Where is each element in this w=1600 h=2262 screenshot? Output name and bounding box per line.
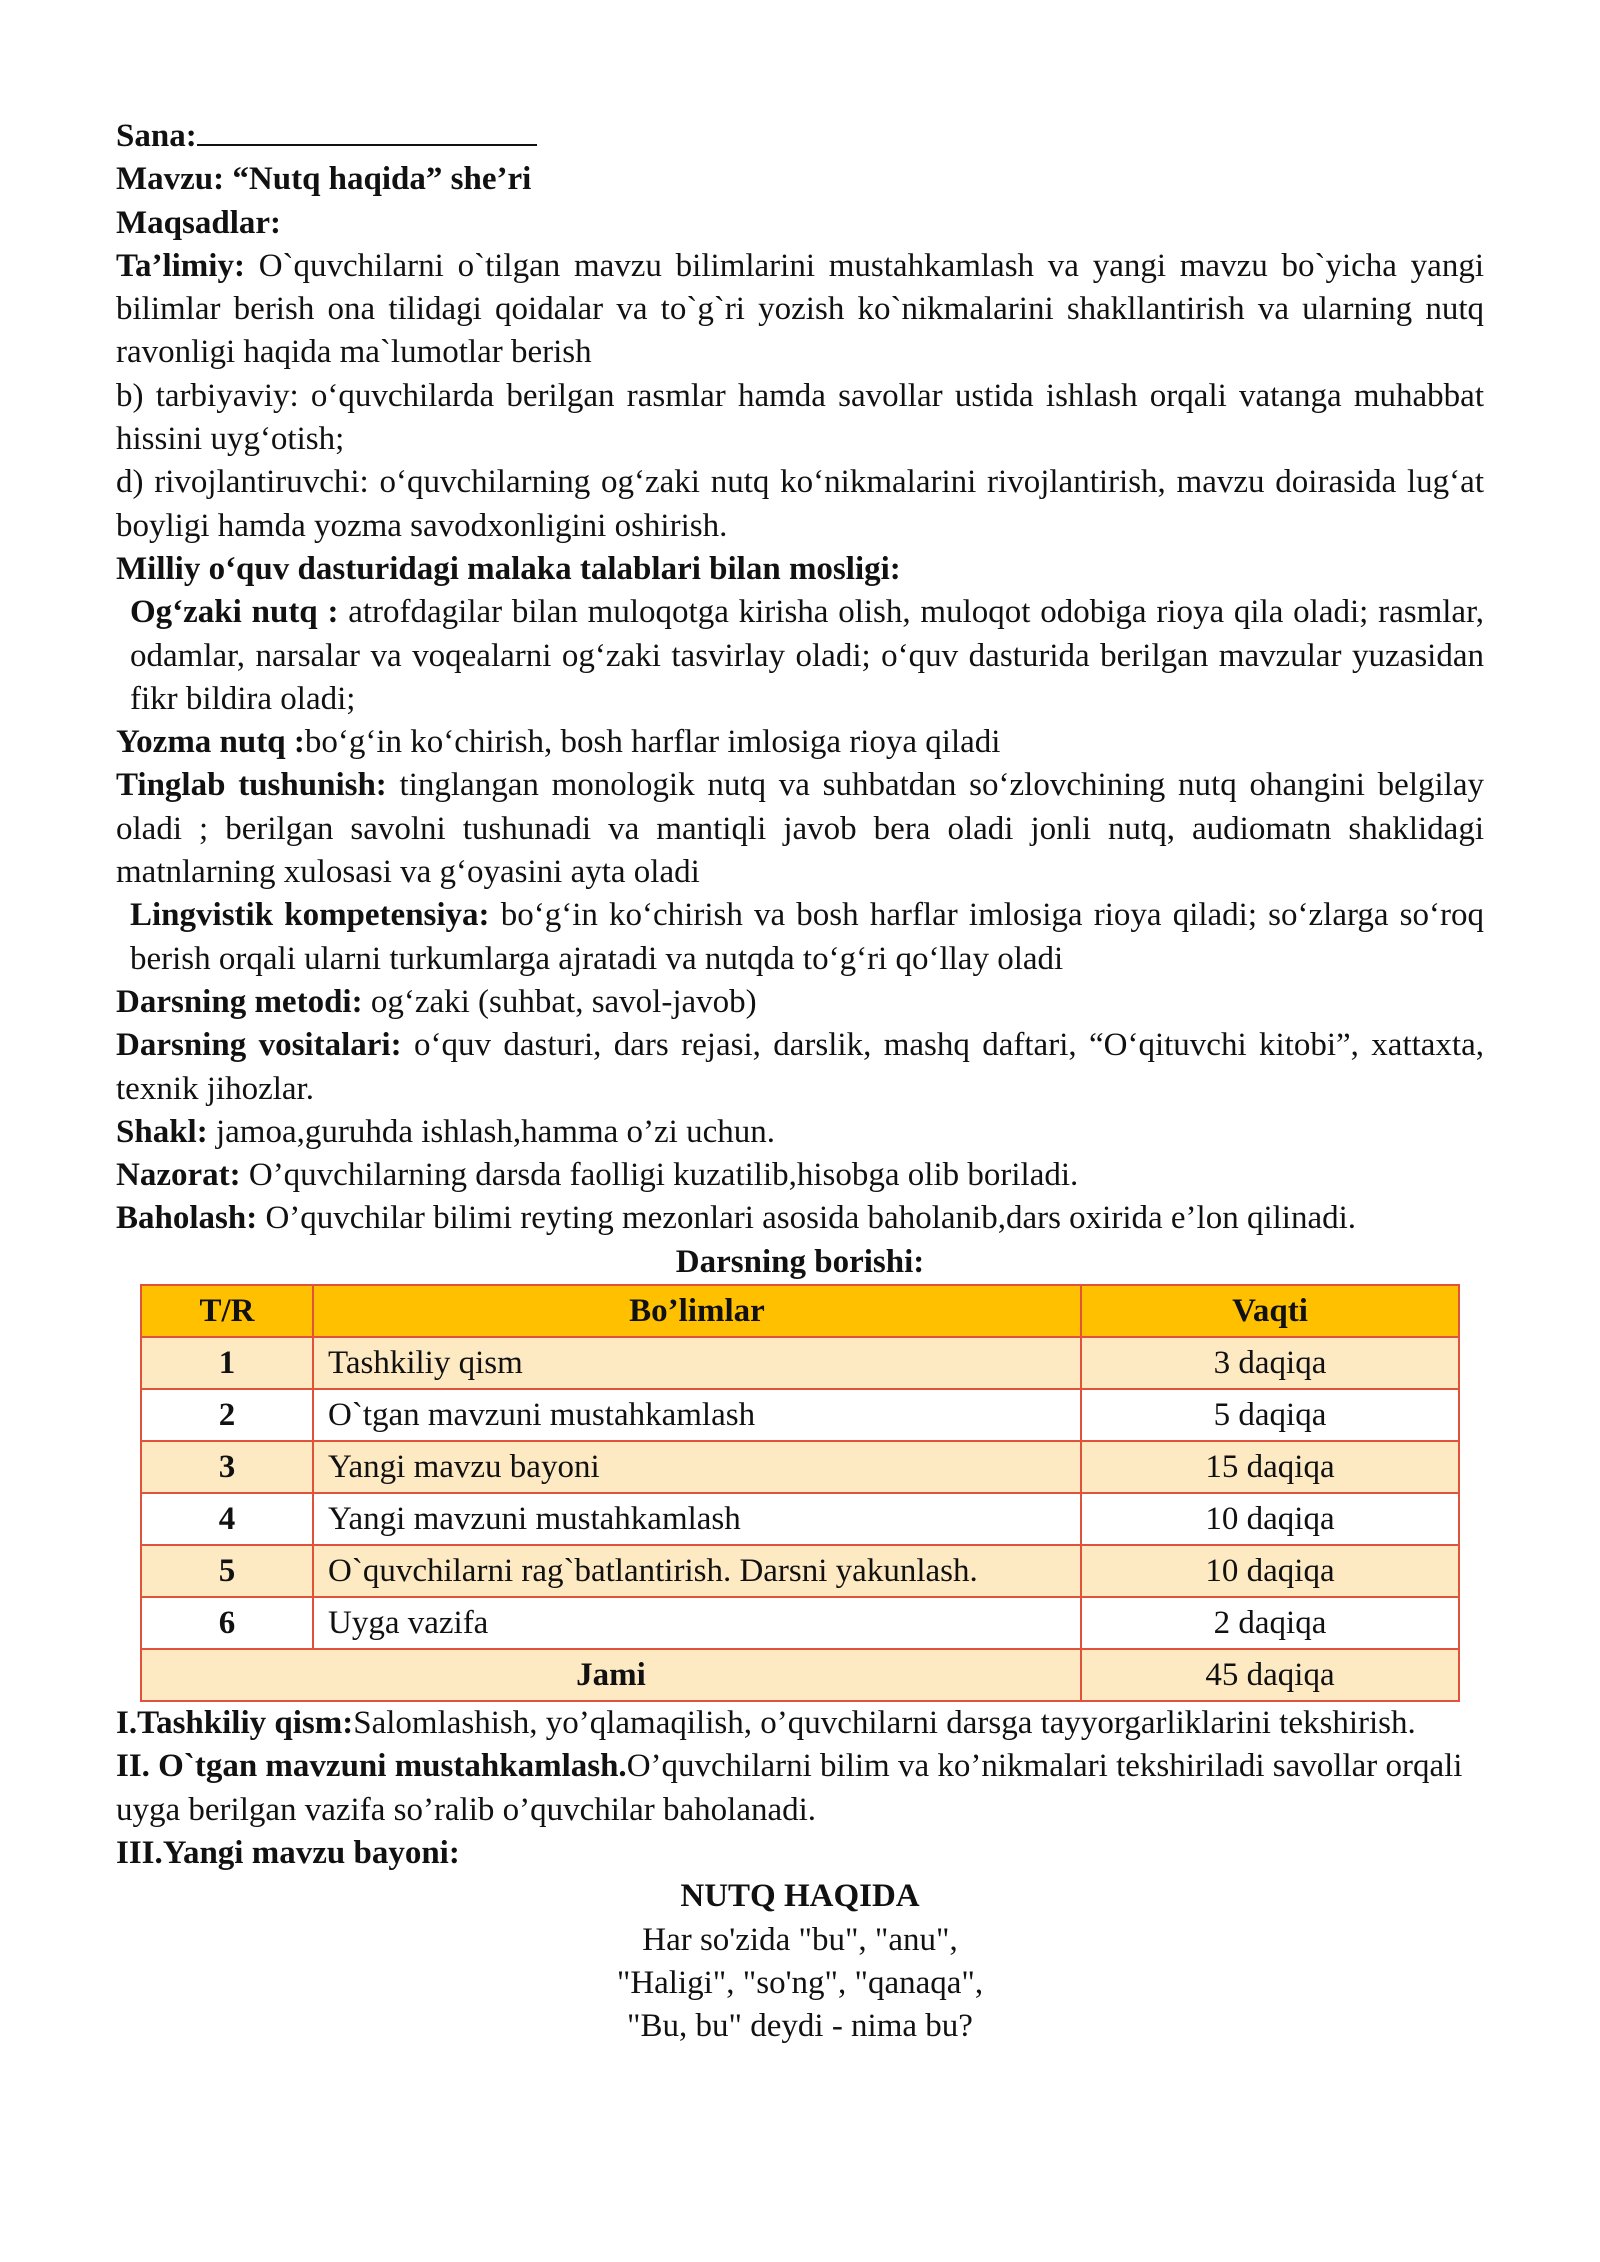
header-section: Bo’limlar [313,1285,1081,1337]
row-section: Yangi mavzuni mustahkamlash [313,1493,1081,1545]
row-number: 6 [141,1597,313,1649]
row-time: 15 daqiqa [1081,1441,1459,1493]
date-blank [197,112,537,146]
topic-label: Mavzu: [116,161,225,198]
standard-listening-text: tinglangan monologik nutq va suhbatdan so‘zlovchining nutq ohangini belgilay oladi ; berilgan savolni tushunadi va mantiqli javob bera oladi jonli nutq, audiomatn shaklidagi matnlarning xulosasi va g‘oyasini ayta oladi [116,767,1484,891]
row-section: O`tgan mavzuni mustahkamlash [313,1389,1081,1441]
row-number: 5 [141,1545,313,1597]
poem-line: Har so'zida "bu", "anu", [642,1921,958,1958]
goal-educational-text: O`quvchilarni o`tilgan mavzu bilimlarini mustahkamlash va yangi mavzu bo`yicha yangi bilimlar berish ona tilidagi qoidalar va to`g`ri yozish ko`nikmalarini shakllantirish va ularning nutq ravonligi haqida ma`lumotlar berish [116,247,1484,371]
stage-organizational-text: Salomlashish, yo’qlamaqilish, o’quvchilarni darsga tayyorgarliklarini tekshirish. [353,1705,1416,1742]
row-number: 2 [141,1389,313,1441]
poem-line: "Bu, bu" deydi - nima bu? [627,2008,973,2045]
table-header-row [141,1285,1459,1337]
lesson-method-label: Darsning metodi: [116,983,363,1020]
table-total-row [141,1649,1459,1701]
goal-educational [116,245,1484,375]
table-row [141,1493,1459,1545]
stage-organizational-label: I.Tashkiliy qism: [116,1705,354,1742]
row-section: Yangi mavzu bayoni [313,1441,1081,1493]
poem-title: NUTQ HAQIDA [680,1878,920,1915]
topic-line [116,158,1484,201]
lesson-assessment [116,1197,1484,1240]
row-number: 1 [141,1337,313,1389]
row-time: 3 daqiqa [1081,1337,1459,1389]
lesson-tools-label: Darsning vositalari: [116,1027,402,1064]
goals-heading: Maqsadlar: [116,204,281,241]
row-time: 10 daqiqa [1081,1493,1459,1545]
table-row [141,1337,1459,1389]
stage-review-text: O’quvchilarni bilim va ko’nikmalari tekshiriladi savollar orqali uyga berilgan vazifa so’ralib o’quvchilar baholanadi. [116,1748,1463,1828]
row-number: 4 [141,1493,313,1545]
lesson-schedule-table [140,1284,1460,1702]
date-line [116,112,1484,158]
row-section: Tashkiliy qism [313,1337,1081,1389]
stage-organizational [116,1702,1484,1745]
goal-developmental: d) rivojlantiruvchi: o‘quvchilarning og‘zaki nutq ko‘nikmalarini rivojlantirish, mavzu doirasida lug‘at boyligi hamda yozma savodxonligini oshirish. [116,464,1484,544]
row-time: 5 daqiqa [1081,1389,1459,1441]
standard-written [116,721,1484,764]
standard-written-text: bo‘g‘in ko‘chirish, bosh harflar imlosiga rioya qiladi [304,724,1001,761]
goal-upbringing: b) tarbiyaviy: o‘quvchilarda berilgan rasmlar hamda savollar ustida ishlash orqali vatanga muhabbat hissini uyg‘otish; [116,377,1484,458]
lesson-control [116,1154,1484,1197]
goal-educational-label: Ta’limiy: [116,247,245,284]
table-caption: Darsning borishi: [675,1243,925,1280]
lesson-form [116,1111,1484,1154]
lesson-tools-text: o‘quv dasturi, dars rejasi, darslik, mashq daftari, “O‘qituvchi kitobi”, xattaxta, texnik jihozlar. [116,1027,1485,1107]
table-row [141,1545,1459,1597]
stage-new-topic: III.Yangi mavzu bayoni: [116,1834,460,1871]
row-time: 10 daqiqa [1081,1545,1459,1597]
lesson-method-text: og‘zaki (suhbat, savol-javob) [362,983,757,1020]
standard-linguistic-text: bo‘g‘in ko‘chirish va bosh harflar imlosiga rioya qiladi; so‘zlarga so‘roq berish orqali ularni turkumlarga ajratadi va nutqda to‘g‘ri qo‘llay oladi [130,897,1484,977]
standard-oral-text: atrofdagilar bilan muloqotga kirisha olish, muloqot odobiga rioya qila oladi; rasmlar, odamlar, narsalar va voqealarni og‘zaki tasvirlay oladi; o‘quv dasturida berilgan mavzular yuzasidan fikr bildira oladi; [130,594,1484,717]
lesson-control-text: O’quvchilarning darsda faolligi kuzatilib,hisobga olib boriladi. [240,1157,1079,1194]
table-row [141,1441,1459,1493]
standard-oral-label: Og‘zaki nutq : [130,594,339,631]
table-row [141,1389,1459,1441]
total-label: Jami [141,1649,1081,1701]
lesson-control-label: Nazorat: [116,1157,241,1194]
poem-line: "Haligi", "so'ng", "qanaqa", [616,1964,984,2001]
standard-listening-label: Tinglab tushunish: [116,767,387,804]
standards-heading: Milliy o‘quv dasturidagi malaka talablari bilan mosligi: [116,550,901,587]
date-label: Sana: [116,118,197,154]
row-number: 3 [141,1441,313,1493]
topic-value: “Nutq haqida” she’ri [232,161,532,198]
standard-linguistic-label: Lingvistik kompetensiya: [130,897,490,934]
header-time: Vaqti [1081,1285,1459,1337]
lesson-form-label: Shakl: [116,1113,208,1150]
table-row [141,1597,1459,1649]
standard-linguistic [116,894,1484,981]
lesson-assessment-label: Baholash: [116,1200,258,1237]
row-section: O`quvchilarni rag`batlantirish. Darsni yakunlash. [313,1545,1081,1597]
standard-oral [116,591,1484,721]
lesson-tools [116,1024,1484,1111]
row-section: Uyga vazifa [313,1597,1081,1649]
standard-listening [116,764,1484,894]
row-time: 2 daqiqa [1081,1597,1459,1649]
lesson-assessment-text: O’quvchilar bilimi reyting mezonlari asosida baholanib,dars oxirida e’lon qilinadi. [257,1200,1357,1237]
stage-review-label: II. O`tgan mavzuni mustahkamlash. [116,1748,627,1785]
lesson-form-text: jamoa,guruhda ishlash,hamma o’zi uchun. [207,1113,775,1150]
header-number: T/R [141,1285,313,1337]
lesson-method [116,981,1484,1024]
standard-written-label: Yozma nutq : [116,724,305,761]
stage-review [116,1745,1484,1832]
total-time: 45 daqiqa [1081,1649,1459,1701]
